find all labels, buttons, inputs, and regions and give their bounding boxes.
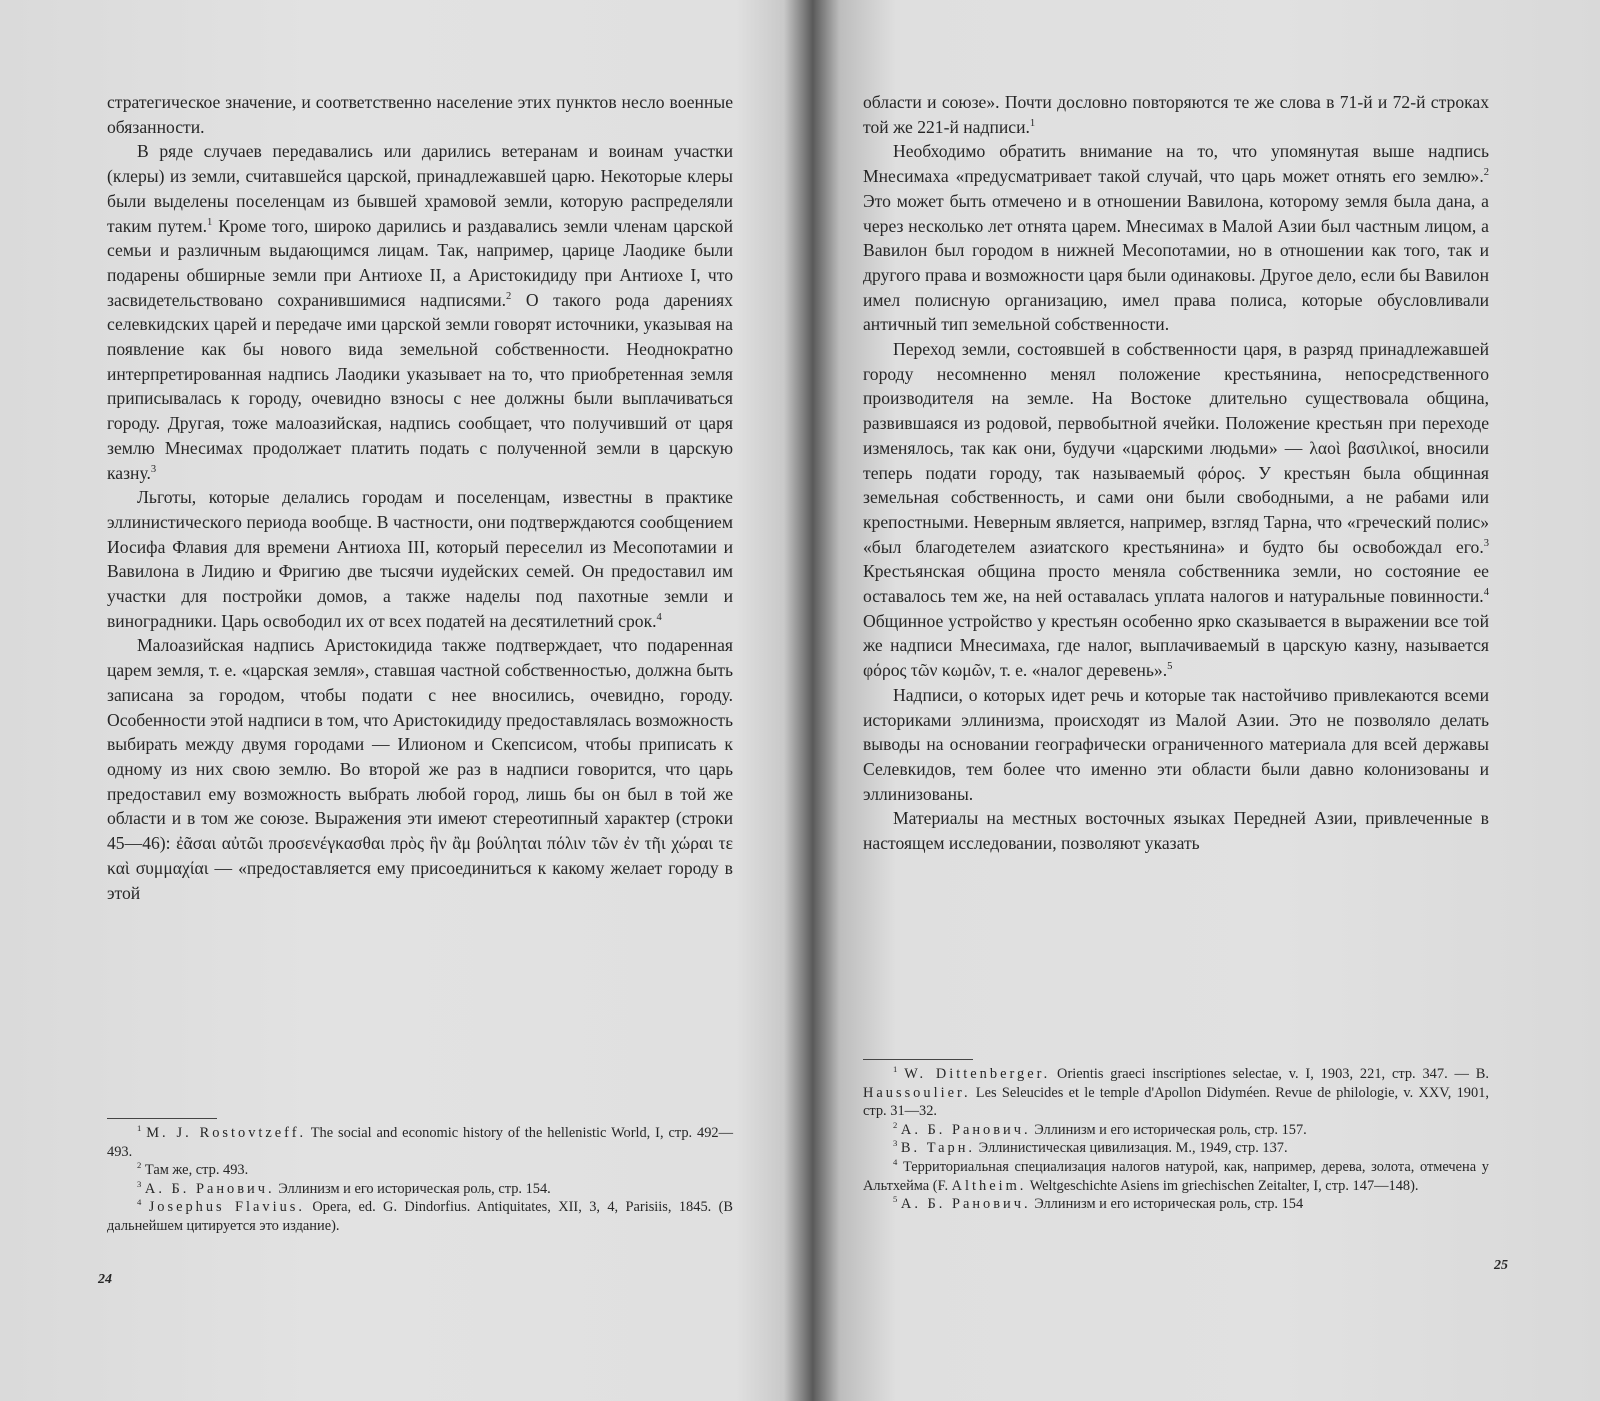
footnote-ref: 4 xyxy=(656,611,662,623)
footnote: $^2$ Там же, стр. 493. xyxy=(137,1160,249,1179)
page-number: 25 xyxy=(1494,1258,1508,1273)
paragraph: Переход земли, состоявшей в собственности царя, в разряд принадлежавшей городу несомненно менял положение крестьянина, непосредственного производителя на земле. На Востоке длительно существовала община, развившаяся из родовой, первобытной ячейки. Положение крестьян при переходе изменялось, так как они, будучи «царскими людьми» — λαοὶ βασιλικοί, вносили теперь подати городу, так называемый φόρος. У крестьян была общинная земельная собственность, и сами они были свободными, а не рабами или крепостными. Неверным является, например, взгляд Тарна, что «греческий полис» «был благодетелем азиатского крестьянина» и будто бы освобождал его.$^3$ Крестьянская община просто меняла собственника земли, но состояние ее оставалось тем же, на ней оставалась уплата налогов и натуральные повинности.$^4$ Общинное устройство у крестьян особенно ярко сказывается в выражении все той же надписи Мнесимаха, где налог, выплачиваемый в царскую казну, называется φόρος τῶν κωμῶν, т. е. «налог деревень».$^5$ xyxy=(863,339,1489,681)
footnote-ref: 2 xyxy=(1483,167,1489,179)
paragraph: Необходимо обратить внимание на то, что упомянутая выше надпись Мнесимаха «предусматривает такой случай, что царь может отнять его землю».$^2$ Это может быть отмечено и в отношении Вавилона, которому земля была дана, а через несколько лет отнята царем. Мнесимах в Малой Азии был частным лицом, а Вавилон был городом в нижней Месопотамии, но в отношении как того, так и другого права и возможности царя были одинаковы. Другое дело, если бы Вавилон имел полисную организацию, имел права полиса, которые обусловливали античный тип земельной собственности. xyxy=(863,141,1489,335)
footnote: $^1$ W. Dittenberger. Orientis graeci inscriptiones selectae, v. I, 1903, 221, стр. 347. — B. Haussoulier. Les Seleucides et le temple d'Apollon Didyméen. Revue de philologie, v. XXV, 1901, стр. 31—32. xyxy=(863,1064,1489,1120)
paragraph: В ряде случаев передавались или дарились ветеранам и воинам участки (клеры) из земли, считавшейся царской, принадлежавшей царю. Некоторые клеры были выделены поселенцам из бывшей храмовой земли, которую распределяли таким путем.$^1$ Кроме того, широко дарились и раздавались земли членам царской семьи и различным выдающимся лицам. Так, например, царице Лаодике были подарены обширные земли при Антиохе II, а Аристокидиду при Антиохе I, что засвидетельствовано сохранившимися надписями.$^2$ О такого рода дарениях селевкидских царей и передаче ими царской земли говорят источники, указывая на появление как бы нового вида земельной собственности. Неоднократно интерпретированная надпись Лаодики указывает на то, что приобретенная земля приписывалась к городу, очевидно взносы с нее должны были выплачиваться городу. Другая, тоже малоазийская, надпись сообщает, что получивший от царя землю Мнесимах продолжает платить подать с полученной земли в царскую казну.$^3$ xyxy=(107,141,733,483)
footnote: $^3$ В. Тарн. Эллинистическая цивилизация. М., 1949, стр. 137. xyxy=(893,1138,1288,1157)
footnote-ref: 5 xyxy=(1167,661,1173,673)
page-number: 24 xyxy=(98,1272,112,1287)
right-page xyxy=(810,0,1600,1401)
left-page-footnotes xyxy=(107,1124,733,1236)
footnote-ref: 3 xyxy=(150,463,157,475)
left-page-body xyxy=(107,90,733,905)
paragraph: области и союзе». Почти дословно повторяются те же слова в 71-й и 72-й строках той же 221-й надписи.$^1$ xyxy=(863,92,1489,137)
paragraph: Льготы, которые делались городам и поселенцам, известны в практике эллинистического периода вообще. В частности, они подтверждаются сообщением Иосифа Флавия для времени Антиоха III, который переселил из Месопотамии и Вавилона в Лидию и Фригию две тысячи иудейских семей. Он предоставил им участки для постройки домов, а также наделы под пахотные земли и виноградники. Царь освободил их от всех податей на десятилетний срок.$^4$ xyxy=(107,487,733,631)
paragraph: стратегическое значение, и соответственно население этих пунктов несло военные обязанности. xyxy=(107,92,733,137)
right-page-footnotes xyxy=(863,1065,1489,1214)
footnote: $^4$ Josephus Flavius. Opera, ed. G. Dindorfius. Antiquitates, XII, 3, 4, Parisiis, 1845. (В дальнейшем цитируется это издание). xyxy=(107,1197,733,1234)
footnote-ref: 4 xyxy=(1483,587,1489,599)
footnote-ref: 1 xyxy=(207,216,213,228)
footnote-ref: 3 xyxy=(1483,537,1489,549)
right-page-body xyxy=(863,90,1489,856)
footnote: $^1$ M. J. Rostovtzeff. The social and economic history of the hellenistic World, I, стр. 492—493. xyxy=(107,1123,733,1160)
paragraph: Материалы на местных восточных языках Передней Азии, привлеченные в настоящем исследовании, позволяют указать xyxy=(863,808,1489,854)
footnote: $^3$ А. Б. Ранович. Эллинизм и его историческая роль, стр. 154. xyxy=(137,1178,551,1197)
footnote-ref: 1 xyxy=(1029,117,1036,129)
footnote: $^5$ А. Б. Ранович. Эллинизм и его историческая роль, стр. 154 xyxy=(893,1194,1304,1213)
footnote-divider xyxy=(107,1118,217,1119)
footnote: $^4$ Территориальная специализация налогов натурой, как, например, дерева, золота, отмечена у Альтхейма (F. Altheim. Weltgeschichte Asiens im griechischen Zeitalter, I, стр. 147—148). xyxy=(863,1157,1489,1194)
footnote: $^2$ А. Б. Ранович. Эллинизм и его историческая роль, стр. 157. xyxy=(893,1119,1307,1138)
footnote-ref: 2 xyxy=(506,290,512,302)
paragraph: Малоазийская надпись Аристокидида также подтверждает, что подаренная царем земля, т. е. «царская земля», ставшая частной собственностью, должна быть записана за городом, чтобы подати с нее вносились, очевидно, городу. Особенности этой надписи в том, что Аристокидиду предоставлялась возможность выбирать между двумя городами — Илионом и Скепсисом, чтобы приписать к одному из них свою землю. Во второй же раз в надписи говорится, что царь предоставил ему возможность выбрать любой город, лишь бы он был в той же области и в том же союзе. Выражения эти имеют стереотипный характер (строки 45—46): ἐᾶσαι αὐτῶι προσενέγκασθαι πρὸς ἣν ἂμ βούληται πόλιν τῶν ἐν τῆι χώραι τε καὶ συμμαχίαι — «предоставляется ему присоединиться к какому желает городу в этой xyxy=(107,635,733,903)
footnote-divider xyxy=(863,1059,973,1060)
paragraph: Надписи, о которых идет речь и которые так настойчиво привлекаются всеми историками эллинизма, происходят из Малой Азии. Это не позволяло делать выводы на основании географически ограниченного материала для всей державы Селевкидов, тем более что именно эти области были давно колонизованы и эллинизованы. xyxy=(863,684,1489,804)
